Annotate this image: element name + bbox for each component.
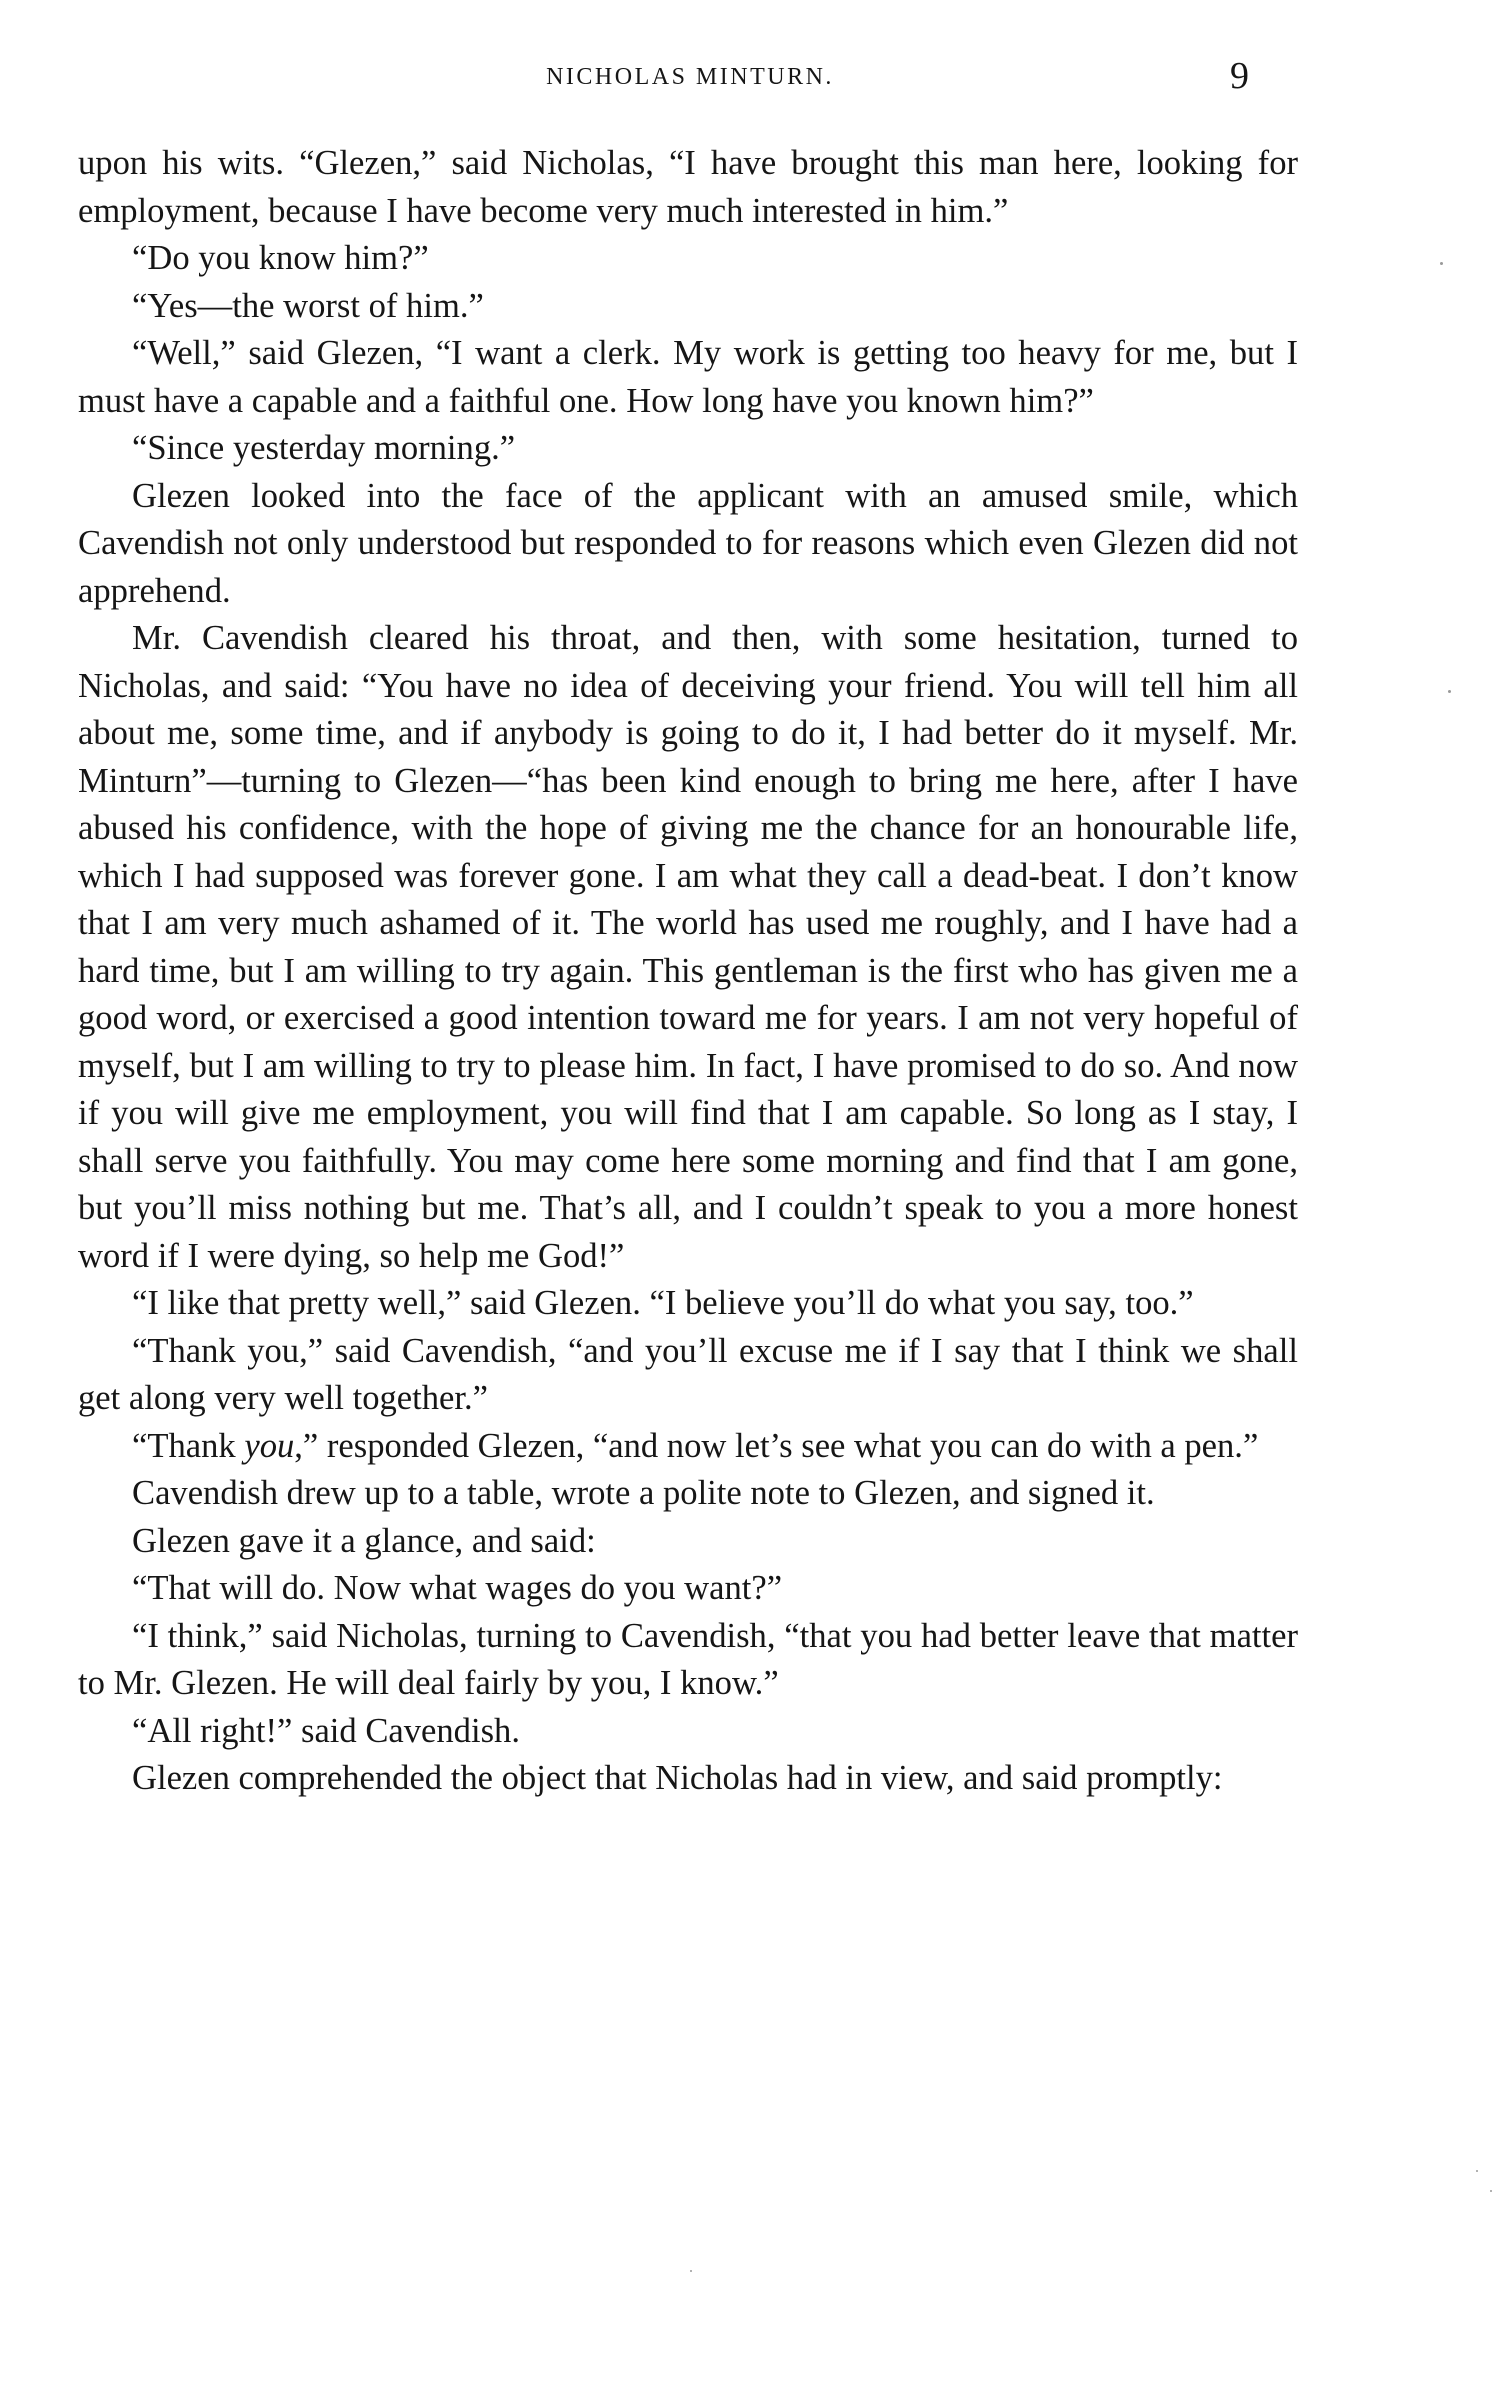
scan-speck: [1448, 690, 1451, 693]
paragraph: [78, 235, 1298, 283]
paragraph: [78, 1613, 1298, 1708]
paragraph-text: Mr. Cavendish cleared his throat, and then, with some hesitation, turned to Nicholas, and said: “You have no idea of deceiving your friend. You will tell him all about me, some time, and if anybody is going to do it, I had better do it myself. Mr. Minturn”—turning to Glezen—“has been kind enough to bring me here, after I have abused his confidence, with the hope of giving me the chance for an honourable life, which I had supposed was forever gone. I am what they call a dead-beat. I don’t know that I am very much ashamed of it. The world has used me roughly, and I have had a hard time, but I am willing to try again. This gentleman is the first who has given me a good word, or exercised a good intention toward me for years. I am not very hopeful of myself, but I am willing to try to please him. In fact, I have promised to do so. And now if you will give me employment, you will find that I am capable. So long as I stay, I shall serve you faithfully. You may come here some morning and find that I am gone, but you’ll miss nothing but me. That’s all, and I couldn’t speak to you a more honest word if I were dying, so help me God!”: [78, 619, 1298, 1275]
paragraph-text: “Since yesterday morning.”: [132, 429, 516, 467]
paragraph-text: ,” responded Glezen, “and now let’s see what you can do with a pen.”: [294, 1426, 1259, 1465]
paragraph-text: “That will do. Now what wages do you want?”: [132, 1569, 783, 1607]
paragraph: [78, 1423, 1298, 1471]
paragraph: [78, 1518, 1298, 1566]
paragraph-text: “All right!” said Cavendish.: [132, 1711, 520, 1750]
paragraph-text: “Well,” said Glezen, “I want a clerk. My work is getting too heavy for me, but I must have a capable and a faithful one. How long have you known him?”: [78, 334, 1298, 420]
paragraph: [78, 615, 1298, 1280]
paragraph-text: “I think,” said Nicholas, turning to Cavendish, “that you had better leave that matter to Mr. Glezen. He will deal fairly by you, I know.”: [78, 1616, 1298, 1702]
running-title: NICHOLAS MINTURN.: [546, 64, 834, 90]
paragraph-text: Cavendish drew up to a table, wrote a polite note to Glezen, and signed it.: [132, 1474, 1155, 1512]
paragraph: [78, 330, 1298, 425]
scan-speck: [1490, 2190, 1492, 2192]
paragraph-text: “I like that pretty well,” said Glezen. “I believe you’ll do what you say, too.”: [132, 1284, 1194, 1322]
paragraph-text: Glezen gave it a glance, and said:: [132, 1521, 596, 1560]
paragraph-text: upon his wits. “Glezen,” said Nicholas, “I have brought this man here, looking for employment, because I have become very much interested in him.”: [78, 144, 1298, 230]
paragraph-text: “Thank you,” said Cavendish, “and you’ll excuse me if I say that I think we shall get along very well together.”: [78, 1331, 1298, 1417]
paragraph: [78, 140, 1298, 235]
scan-speck: [690, 2270, 692, 2272]
paragraph: [78, 1470, 1298, 1518]
scan-speck: [1440, 262, 1443, 265]
paragraph: [78, 1755, 1298, 1803]
paragraph: [78, 1565, 1298, 1613]
page-number: 9: [1230, 55, 1249, 97]
paragraph: [78, 283, 1298, 331]
scan-speck: [1476, 2170, 1478, 2172]
running-head: [0, 52, 1506, 96]
paragraph-text: “Do you know him?”: [132, 239, 429, 277]
italic-text: you: [244, 1426, 295, 1465]
paragraph: [78, 473, 1298, 616]
paragraph-text: “Yes—the worst of him.”: [132, 286, 484, 325]
paragraph: [78, 1708, 1298, 1756]
paragraph-text: Glezen looked into the face of the applicant with an amused smile, which Cavendish not only understood but responded to for reasons which even Glezen did not apprehend.: [78, 476, 1298, 610]
paragraph-text: “Thank: [132, 1426, 245, 1465]
paragraph: [78, 1328, 1298, 1423]
paragraph: [78, 1280, 1298, 1328]
body-text: [78, 140, 1298, 1803]
paragraph-text: Glezen comprehended the object that Nicholas had in view, and said promptly:: [132, 1759, 1223, 1797]
paragraph: [78, 425, 1298, 473]
